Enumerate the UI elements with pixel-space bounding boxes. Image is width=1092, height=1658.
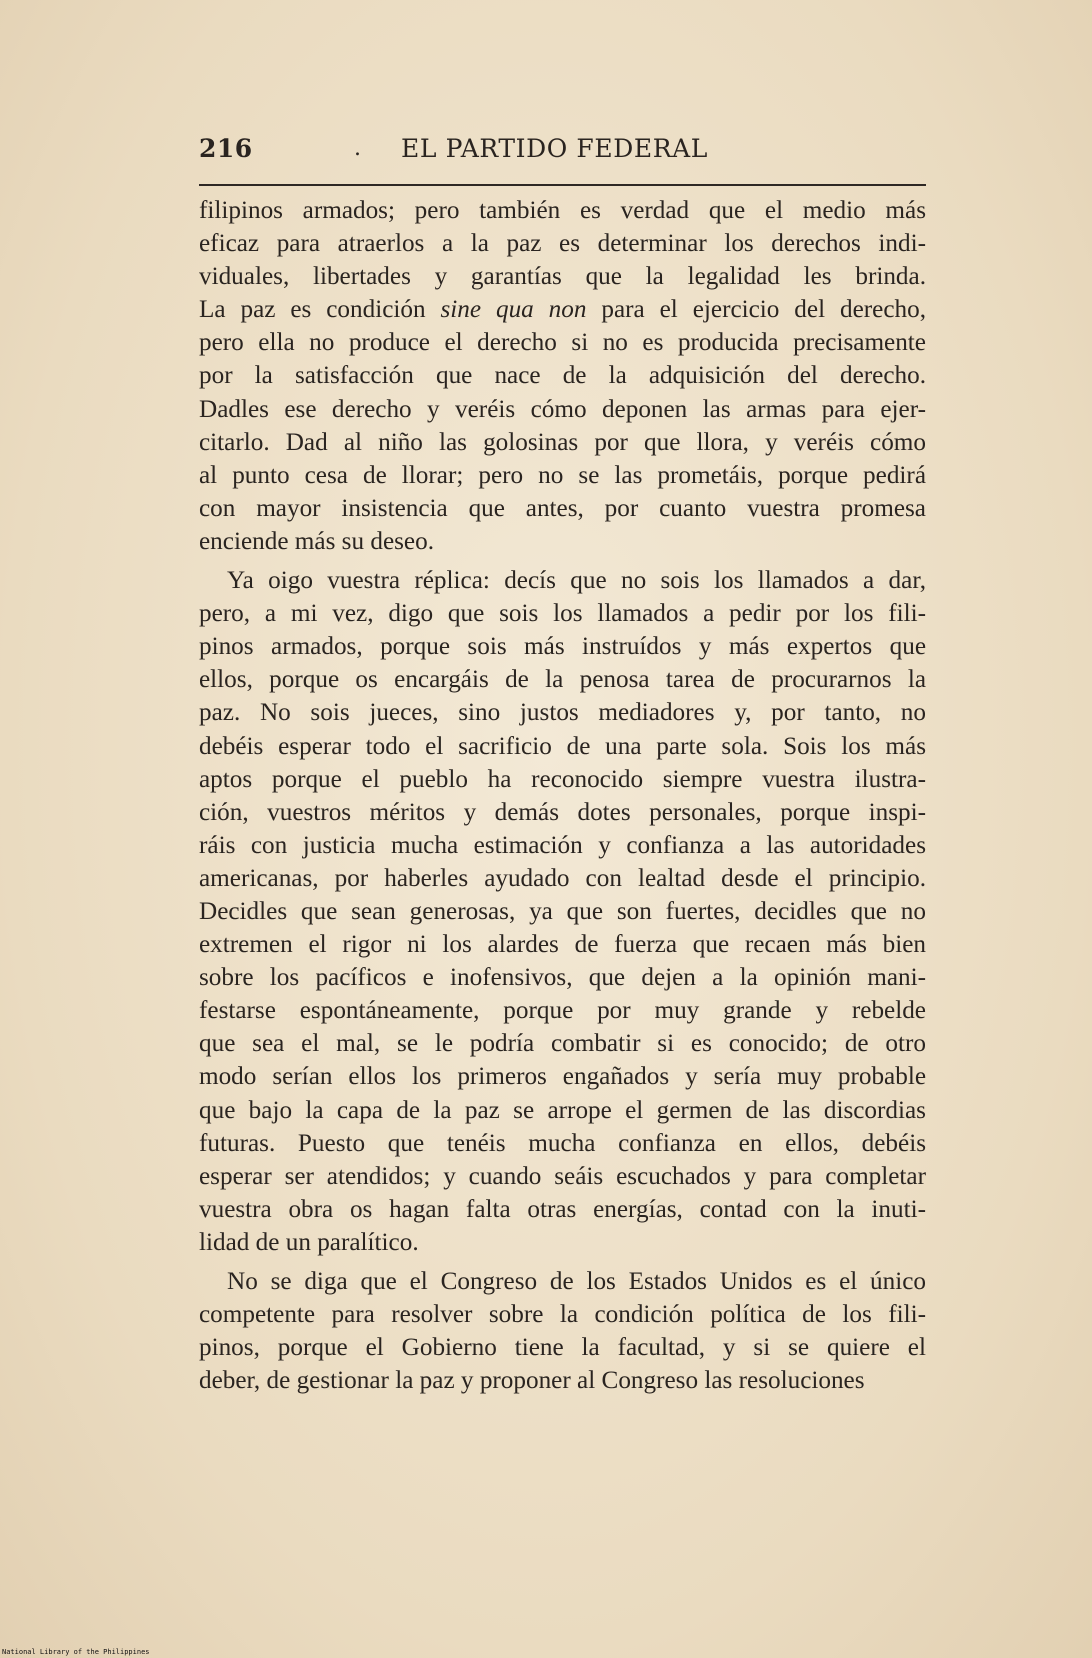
text-line: Ya oigo vuestra réplica: decís que no sois los llamados a dar, [227, 567, 926, 595]
text-line: viduales, libertades y garantías que la legalidad les brinda. [199, 263, 926, 291]
text-line: Dadles ese derecho y veréis cómo deponen las armas para ejer- [199, 395, 926, 423]
text-line: al punto cesa de llorar; pero no se las prometáis, porque pedirá [199, 461, 926, 489]
text-line: modo serían ellos los primeros engañados y sería muy probable [199, 1063, 926, 1091]
text-line: citarlo. Dad al niño las golosinas por que llora, y veréis cómo [199, 428, 926, 456]
text-line: esperar ser atendidos; y cuando seáis escuchados y para completar [199, 1162, 926, 1190]
text-line: ción, vuestros méritos y demás dotes personales, porque inspi- [199, 798, 926, 826]
text-line: paz. No sois jueces, sino justos mediadores y, por tanto, no [199, 699, 926, 727]
text-line: extremen el rigor ni los alardes de fuerza que recaen más bien [199, 931, 926, 959]
text-line: sobre los pacíficos e inofensivos, que dejen a la opinión mani- [199, 964, 926, 992]
body-text [199, 194, 926, 1397]
paragraph [199, 194, 926, 558]
text-line: pinos, porque el Gobierno tiene la facultad, y si se quiere el [199, 1334, 926, 1362]
text-line: ellos, porque os encargáis de la penosa tarea de procurarnos la [199, 666, 926, 694]
text-line: No se diga que el Congreso de los Estados Unidos es el único [227, 1268, 926, 1295]
text-line: futuras. Puesto que tenéis mucha confianza en ellos, debéis [199, 1129, 926, 1157]
header-rule [199, 184, 926, 186]
text-line: Decidles que sean generosas, ya que son fuertes, decidles que no [199, 897, 926, 925]
text-line: americanas, por haberles ayudado con lealtad desde el principio. [199, 864, 926, 892]
text-line: que sea el mal, se le podría combatir si es conocido; de otro [199, 1030, 926, 1058]
italic-phrase: sine qua non [440, 296, 587, 324]
text-line: debéis esperar todo el sacrificio de una parte sola. Sois los más [199, 732, 926, 760]
text-line: eficaz para atraerlos a la paz es determinar los derechos indi- [199, 230, 926, 258]
text-line: lidad de un paralítico. [199, 1228, 419, 1256]
running-title: EL PARTIDO FEDERAL [401, 134, 708, 163]
text-line: que bajo la capa de la paz se arrope el germen de las discordias [199, 1096, 926, 1124]
text-line: con mayor insistencia que antes, por cuanto vuestra promesa [199, 494, 926, 522]
text-line: deber, de gestionar la paz y proponer al Congreso las resoluciones [199, 1367, 865, 1395]
text-line: pero ella no produce el derecho si no es producida precisamente [199, 329, 926, 357]
page-header [199, 134, 926, 174]
text-line: ráis con justicia mucha estimación y confianza a las autoridades [199, 831, 926, 859]
text-line: por la satisfacción que nace de la adquisición del derecho. [199, 362, 926, 390]
footer-credit: National Library of the Philippines [2, 1648, 150, 1656]
text-line: La paz es condición sine qua non para el ejercicio del derecho, [199, 296, 926, 324]
page-number: 216 [199, 134, 253, 163]
text-line: aptos porque el pueblo ha reconocido siempre vuestra ilustra- [199, 765, 926, 793]
text-line: filipinos armados; pero también es verdad que el medio más [199, 197, 926, 224]
text-line: pinos armados, porque sois más instruídos y más expertos que [199, 633, 926, 661]
text-line: vuestra obra os hagan falta otras energías, contad con la inuti- [199, 1195, 926, 1223]
text-line: enciende más su deseo. [199, 527, 435, 555]
paragraph [199, 564, 926, 1259]
header-dot: . [354, 136, 361, 161]
text-line: competente para resolver sobre la condición política de los fili- [199, 1301, 926, 1329]
text-line: pero, a mi vez, digo que sois los llamados a pedir por los fili- [199, 600, 926, 628]
text-line: festarse espontáneamente, porque por muy grande y rebelde [199, 997, 926, 1025]
paragraph [199, 1265, 926, 1397]
